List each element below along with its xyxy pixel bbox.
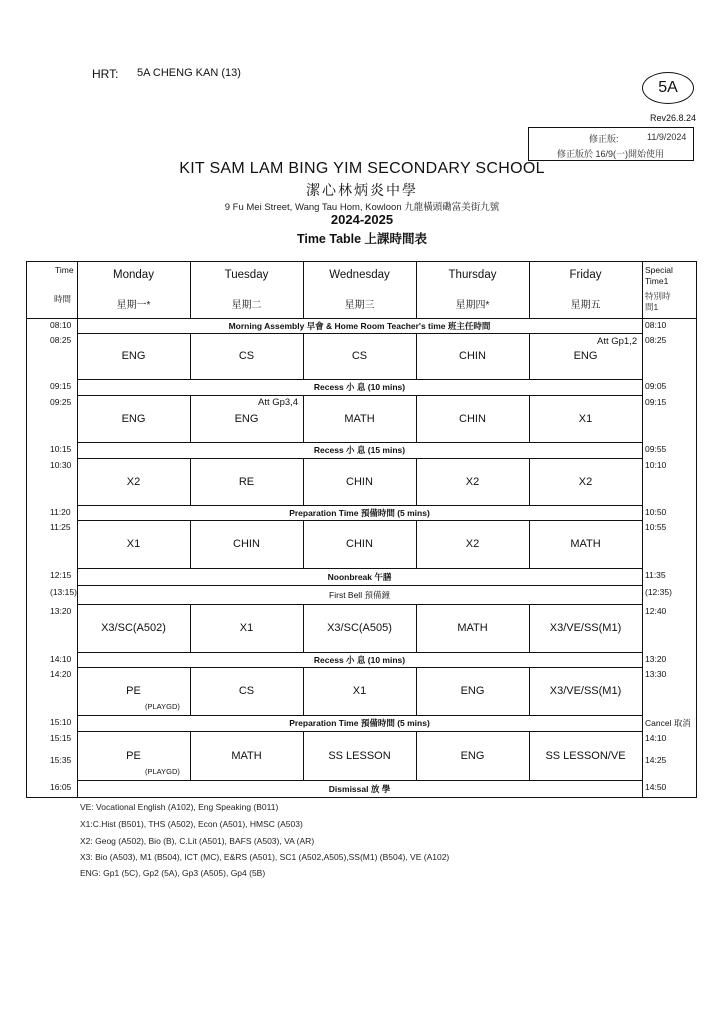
special-time-label: 14:10	[645, 733, 667, 743]
lesson-cell: ENG	[234, 412, 259, 425]
time-label: 11:20	[50, 507, 71, 517]
lesson-cell: CS	[351, 350, 368, 362]
time-label: (13:15)	[50, 587, 77, 597]
lesson-cell: PE	[126, 749, 141, 762]
day-header: Tuesday	[224, 269, 269, 281]
lesson-cell: X2	[465, 538, 480, 550]
break-bar: Preparation Time 預備時間 (5 mins)	[289, 507, 430, 518]
lesson-cell: CS	[238, 685, 255, 697]
day-header-cn: 星期一*	[116, 300, 151, 311]
column-divider	[642, 262, 643, 797]
lesson-cell: SS LESSON/VE	[545, 749, 626, 762]
class-badge: 5A	[642, 72, 694, 104]
time-label: 09:15	[50, 381, 72, 391]
revision-box	[528, 127, 694, 161]
time-label: 10:15	[50, 444, 72, 454]
lesson-cell: ENG	[460, 749, 485, 762]
revised-note: 修正版於 16/9(一)開始使用	[557, 149, 665, 159]
lesson-cell: X3/VE/SS(M1)	[549, 685, 622, 697]
lesson-cell: X2	[578, 475, 593, 488]
break-bar: First Bell 預備鐘	[329, 589, 390, 600]
break-bar: Dismissal 放 學	[328, 783, 391, 794]
lesson-cell: CHIN	[233, 538, 260, 550]
venue-note: (PLAYGD)	[145, 767, 180, 776]
timetable	[26, 261, 697, 798]
time-label: 09:25	[50, 397, 72, 407]
day-header: Friday	[569, 269, 602, 281]
special-time-label: 09:55	[645, 444, 667, 454]
row-divider	[77, 797, 642, 798]
special-time-label: 10:55	[645, 522, 667, 532]
footnote: X1:C.Hist (B501), THS (A502), Econ (A501), HMSC (A503)	[80, 819, 303, 829]
revised-date: 11/9/2024	[647, 132, 687, 142]
time-label: 15:35	[50, 755, 72, 765]
special-time-label: 08:25	[645, 335, 667, 345]
special-time-label: 10:50	[645, 507, 667, 517]
footnote: VE: Vocational English (A102), Eng Speaking (B011)	[80, 802, 279, 812]
lesson-cell: X1	[126, 538, 141, 550]
column-divider	[529, 262, 530, 318]
special-time-label: 09:15	[645, 397, 667, 407]
special-time-label: 09:05	[645, 381, 667, 391]
lesson-cell: ENG	[573, 350, 598, 362]
lesson-cell: RE	[238, 475, 255, 488]
special-time-label: (12:35)	[645, 587, 672, 597]
time-header-cn: 時間	[54, 294, 72, 304]
group-note: Att Gp3,4	[258, 397, 299, 408]
day-header: Monday	[113, 269, 154, 281]
time-label: 15:15	[50, 733, 72, 743]
lesson-cell: ENG	[121, 350, 146, 362]
day-header-cn: 星期四*	[455, 300, 490, 311]
time-label: 08:10	[50, 320, 72, 330]
break-bar: Morning Assembly 早會 & Home Room Teacher's time 班主任時間	[228, 320, 491, 331]
lesson-cell: X3/SC(A505)	[327, 622, 392, 634]
timetable-title: Time Table 上課時間表	[296, 232, 428, 246]
special-time-label: 13:30	[645, 669, 667, 679]
hrt-value: 5A CHENG KAN (13)	[137, 67, 241, 79]
time-label: 10:30	[50, 460, 72, 470]
day-header-cn: 星期五	[570, 300, 601, 311]
lesson-cell: SS LESSON	[328, 749, 391, 762]
time-label: 11:25	[50, 522, 71, 532]
day-header-cn: 星期三	[344, 300, 375, 311]
time-label: 14:10	[50, 654, 72, 664]
time-label: 16:05	[50, 782, 72, 792]
time-label: 12:15	[50, 570, 72, 580]
footnote: ENG: Gp1 (5C), Gp2 (5A), Gp3 (A505), Gp4 (5B)	[80, 868, 266, 878]
lesson-cell: X2	[465, 475, 480, 488]
footnote: X3: Bio (A503), M1 (B504), ICT (MC), E&RS (A501), SC1 (A502,A505),SS(M1) (B504), VE (A102)	[80, 852, 450, 862]
break-bar: Recess 小 息 (15 mins)	[313, 445, 406, 455]
lesson-cell: CHIN	[459, 350, 486, 362]
special-time-header-cn: 特別時間1	[645, 291, 671, 312]
footnote: X2: Geog (A502), Bio (B), C.Lit (A501), BAFS (A503), VA (AR)	[80, 836, 315, 846]
special-time-label: 14:50	[645, 782, 667, 792]
special-time-label: 14:25	[645, 755, 667, 765]
day-header-cn: 星期二	[231, 300, 262, 311]
lesson-cell: PE	[126, 685, 141, 697]
lesson-cell: ENG	[121, 412, 146, 425]
lesson-cell: X1	[578, 412, 593, 425]
time-label: 08:25	[50, 335, 72, 345]
revised-label: 修正版:	[589, 134, 619, 144]
column-divider	[416, 262, 417, 318]
special-time-label: Cancel 取消	[645, 718, 691, 728]
revision-code: Rev26.8.24	[650, 113, 697, 123]
special-time-header: Special Time1	[645, 265, 673, 286]
lesson-cell: X3/VE/SS(M1)	[549, 622, 622, 634]
time-label: 13:20	[50, 606, 72, 616]
lesson-cell: CHIN	[346, 538, 373, 550]
column-divider	[303, 262, 304, 318]
lesson-cell: MATH	[231, 749, 262, 762]
column-divider	[190, 262, 191, 318]
special-time-label: 13:20	[645, 654, 667, 664]
time-header: Time	[55, 265, 74, 275]
lesson-cell: ENG	[460, 685, 485, 697]
lesson-cell: MATH	[570, 538, 601, 550]
lesson-cell: X3/SC(A502)	[101, 622, 166, 634]
school-name-en: KIT SAM LAM BING YIM SECONDARY SCHOOL	[179, 160, 545, 177]
group-note: Att Gp1,2	[597, 336, 638, 347]
time-label: 14:20	[50, 669, 72, 679]
lesson-cell: X1	[352, 685, 367, 697]
lesson-cell: CHIN	[459, 412, 486, 425]
time-label: 15:10	[50, 717, 72, 727]
lesson-cell: MATH	[457, 622, 488, 634]
lesson-cell: X2	[126, 475, 141, 488]
school-address: 9 Fu Mei Street, Wang Tau Hom, Kowloon 九龍橫頭磡富美街九號	[224, 202, 500, 213]
break-bar: Preparation Time 預備時間 (5 mins)	[289, 718, 430, 728]
break-bar: Recess 小 息 (10 mins)	[313, 654, 406, 665]
special-time-label: 12:40	[645, 606, 667, 616]
lesson-cell: CS	[238, 350, 255, 362]
break-bar: Noonbreak 午膳	[327, 571, 392, 582]
break-bar: Recess 小 息 (10 mins)	[313, 382, 406, 392]
school-year: 2024-2025	[330, 212, 394, 227]
lesson-cell: X1	[239, 622, 254, 634]
day-header: Wednesday	[329, 269, 390, 281]
special-time-label: 08:10	[645, 320, 667, 330]
day-header: Thursday	[448, 269, 497, 281]
hrt-label: HRT:	[92, 67, 119, 81]
special-time-label: 10:10	[645, 460, 667, 470]
lesson-cell: MATH	[344, 412, 375, 425]
school-name-cn: 潔心林炳炎中學	[306, 182, 418, 198]
special-time-label: 11:35	[645, 570, 666, 580]
venue-note: (PLAYGD)	[145, 702, 180, 711]
lesson-cell: CHIN	[346, 475, 373, 488]
